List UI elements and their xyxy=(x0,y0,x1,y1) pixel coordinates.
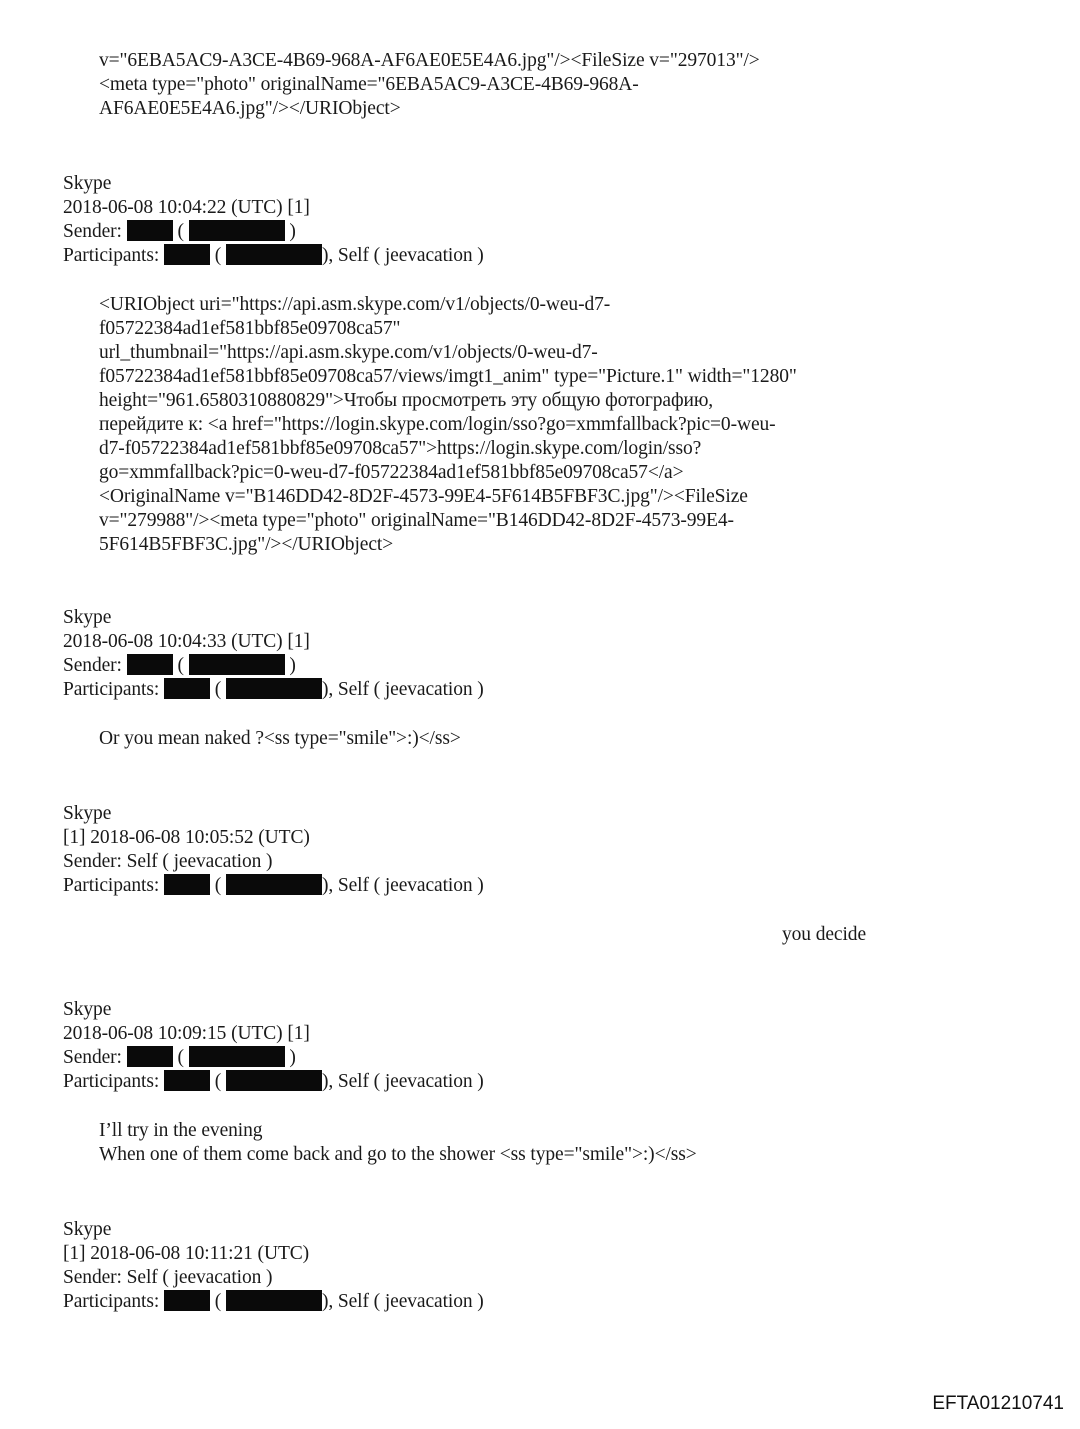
redaction-bar xyxy=(164,874,210,895)
message-1-body-line: go=xmmfallback?pic=0-weu-d7-f05722384ad1ef581bbf85e09708ca57</a> xyxy=(99,462,684,483)
message-2-body-line: Or you mean naked ?<ss type="smile">:)</ss> xyxy=(99,728,461,749)
top-line-3: AF6AE0E5E4A6.jpg"/></URIObject> xyxy=(99,98,401,119)
redaction-bar xyxy=(164,1070,210,1091)
message-1-body-line: f05722384ad1ef581bbf85e09708ca57/views/imgt1_anim" type="Picture.1" width="1280" xyxy=(99,366,797,387)
message-1-body-line: 5F614B5FBF3C.jpg"/></URIObject> xyxy=(99,534,394,555)
message-4-participants: Participants: ( ), Self ( jeevacation ) xyxy=(63,1071,484,1092)
top-line-2: <meta type="photo" originalName="6EBA5AC9-A3CE-4B69-968A- xyxy=(99,74,639,95)
message-1-app: Skype xyxy=(63,173,112,194)
redaction-bar xyxy=(226,1070,322,1091)
message-4-sender: Sender: ( ) xyxy=(63,1047,296,1068)
redaction-bar xyxy=(164,678,210,699)
redaction-bar xyxy=(226,678,322,699)
message-3-timestamp: [1] 2018-06-08 10:05:52 (UTC) xyxy=(63,827,310,848)
message-1-body-line: v="279988"/><meta type="photo" originalName="B146DD42-8D2F-4573-99E4- xyxy=(99,510,734,531)
message-4-body-line: When one of them come back and go to the shower <ss type="smile">:)</ss> xyxy=(99,1144,697,1165)
redaction-bar xyxy=(226,874,322,895)
message-1-body-line: <OriginalName v="B146DD42-8D2F-4573-99E4-5F614B5FBF3C.jpg"/><FileSize xyxy=(99,486,748,507)
redaction-bar xyxy=(226,244,322,265)
message-1-body-line: d7-f05722384ad1ef581bbf85e09708ca57">https://login.skype.com/login/sso? xyxy=(99,438,702,459)
message-1-body-line: перейдите к: <a href="https://login.skype.com/login/sso?go=xmmfallback?pic=0-weu- xyxy=(99,414,776,435)
message-2-sender: Sender: ( ) xyxy=(63,655,296,676)
message-3-sender: Sender: Self ( jeevacation ) xyxy=(63,851,273,872)
redaction-bar xyxy=(164,1290,210,1311)
message-1-sender: Sender: ( ) xyxy=(63,221,296,242)
message-5-participants: Participants: ( ), Self ( jeevacation ) xyxy=(63,1291,484,1312)
message-1-timestamp: 2018-06-08 10:04:22 (UTC) [1] xyxy=(63,197,310,218)
message-1-participants: Participants: ( ), Self ( jeevacation ) xyxy=(63,245,484,266)
message-3-body-right: you decide xyxy=(782,924,867,945)
redaction-bar xyxy=(189,220,285,241)
message-3-participants: Participants: ( ), Self ( jeevacation ) xyxy=(63,875,484,896)
top-line-1: v="6EBA5AC9-A3CE-4B69-968A-AF6AE0E5E4A6.jpg"/><FileSize v="297013"/> xyxy=(99,50,760,71)
message-2-timestamp: 2018-06-08 10:04:33 (UTC) [1] xyxy=(63,631,310,652)
message-4-app: Skype xyxy=(63,999,112,1020)
message-4-timestamp: 2018-06-08 10:09:15 (UTC) [1] xyxy=(63,1023,310,1044)
redaction-bar xyxy=(127,654,173,675)
message-1-body-line: f05722384ad1ef581bbf85e09708ca57" xyxy=(99,318,401,339)
message-5-timestamp: [1] 2018-06-08 10:11:21 (UTC) xyxy=(63,1243,310,1264)
redaction-bar xyxy=(189,1046,285,1067)
message-1-body-line: height="961.6580310880829">Чтобы просмотреть эту общую фотографию, xyxy=(99,390,714,411)
redaction-bar xyxy=(127,1046,173,1067)
redaction-bar xyxy=(226,1290,322,1311)
message-1-body-line: url_thumbnail="https://api.asm.skype.com/v1/objects/0-weu-d7- xyxy=(99,342,598,363)
bates-number: EFTA01210741 xyxy=(932,1393,1064,1414)
message-2-participants: Participants: ( ), Self ( jeevacation ) xyxy=(63,679,484,700)
message-2-app: Skype xyxy=(63,607,112,628)
message-5-app: Skype xyxy=(63,1219,112,1240)
redaction-bar xyxy=(164,244,210,265)
message-4-body-line: I’ll try in the evening xyxy=(99,1120,263,1141)
redaction-bar xyxy=(127,220,173,241)
message-5-sender: Sender: Self ( jeevacation ) xyxy=(63,1267,273,1288)
redaction-bar xyxy=(189,654,285,675)
message-1-body-line: <URIObject uri="https://api.asm.skype.com/v1/objects/0-weu-d7- xyxy=(99,294,611,315)
message-3-app: Skype xyxy=(63,803,112,824)
